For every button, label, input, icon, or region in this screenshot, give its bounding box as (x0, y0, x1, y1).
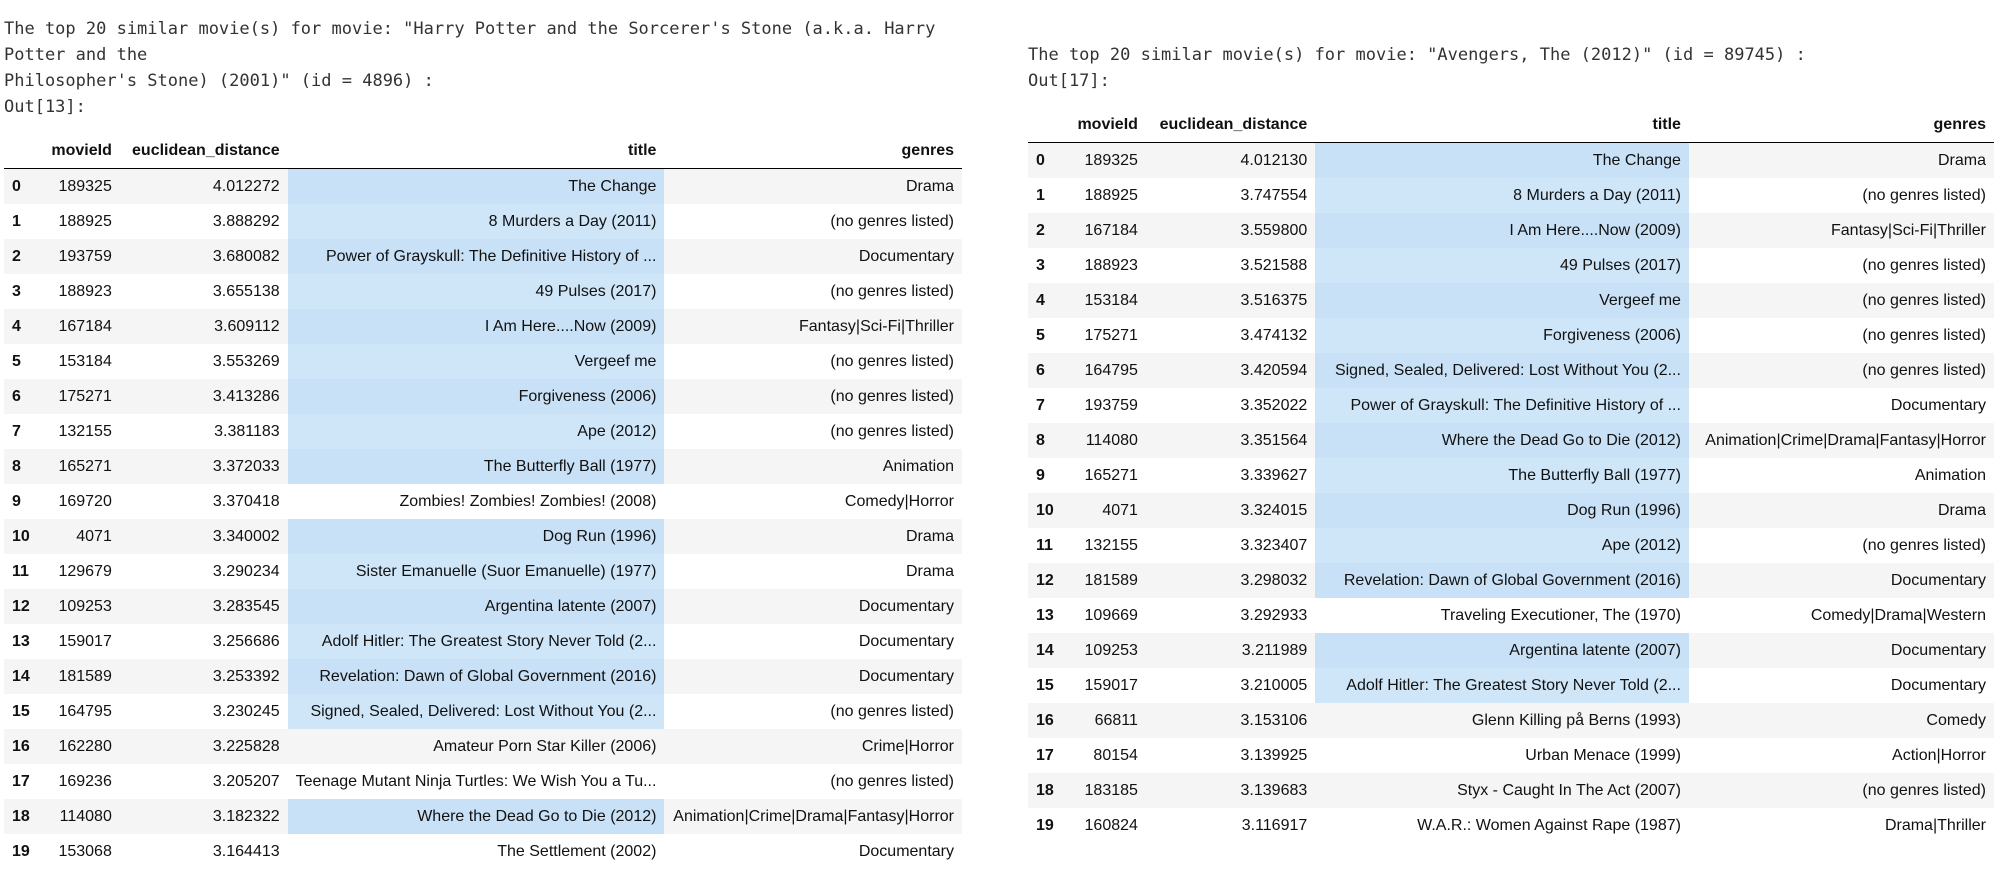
genres-cell: (no genres listed) (1689, 528, 1994, 563)
movieid-cell: 132155 (1062, 528, 1146, 563)
left-table-body (4, 169, 962, 869)
title-cell: Vergeef me (1315, 283, 1689, 318)
genres-cell: (no genres listed) (664, 764, 962, 799)
movieid-cell: 4071 (1062, 493, 1146, 528)
distance-cell: 3.323407 (1146, 528, 1315, 563)
title-cell: 8 Murders a Day (2011) (1315, 178, 1689, 213)
distance-cell: 3.370418 (120, 484, 288, 519)
row-index: 2 (1028, 213, 1062, 248)
genres-cell: (no genres listed) (1689, 773, 1994, 808)
distance-cell: 3.516375 (1146, 283, 1315, 318)
movieid-cell: 169720 (38, 484, 120, 519)
table-row (4, 449, 962, 484)
genres-cell: (no genres listed) (664, 204, 962, 239)
table-row (1028, 528, 1994, 563)
row-index: 19 (1028, 808, 1062, 843)
row-index: 1 (4, 204, 38, 239)
distance-cell: 3.340002 (120, 519, 288, 554)
movieid-cell: 164795 (1062, 353, 1146, 388)
table-row (1028, 808, 1994, 843)
movieid-cell: 153068 (38, 834, 120, 869)
left-results-table (4, 134, 962, 869)
table-row (4, 834, 962, 869)
genres-cell: (no genres listed) (1689, 178, 1994, 213)
title-cell: Forgiveness (2006) (1315, 318, 1689, 353)
title-cell: 49 Pulses (2017) (288, 274, 665, 309)
distance-cell: 3.420594 (1146, 353, 1315, 388)
left-output-header: The top 20 similar movie(s) for movie: "Harry Potter and the Sorcerer's Stone (a.k.a. Harry Potter and the Philosopher's Stone) (2001)" (id = 4896) : (4, 16, 964, 94)
row-index: 9 (1028, 458, 1062, 493)
movieid-cell: 188925 (1062, 178, 1146, 213)
table-row (1028, 563, 1994, 598)
distance-cell: 3.139925 (1146, 738, 1315, 773)
row-index: 13 (4, 624, 38, 659)
right-table-body (1028, 143, 1994, 844)
genres-cell: (no genres listed) (1689, 248, 1994, 283)
genres-cell: Drama (664, 169, 962, 205)
table-row (4, 624, 962, 659)
right-output-cell (1028, 42, 1996, 843)
genres-cell: Crime|Horror (664, 729, 962, 764)
distance-cell: 3.655138 (120, 274, 288, 309)
genres-cell: Drama (664, 554, 962, 589)
row-index: 9 (4, 484, 38, 519)
title-cell: W.A.R.: Women Against Rape (1987) (1315, 808, 1689, 843)
row-index: 10 (4, 519, 38, 554)
row-index: 2 (4, 239, 38, 274)
title-cell: Power of Grayskull: The Definitive History of ... (1315, 388, 1689, 423)
movieid-cell: 164795 (38, 694, 120, 729)
movieid-cell: 189325 (38, 169, 120, 205)
genres-cell: Documentary (1689, 668, 1994, 703)
row-index: 5 (4, 344, 38, 379)
row-index: 7 (4, 414, 38, 449)
column-header-genres[interactable]: genres (664, 134, 962, 169)
title-cell: Argentina latente (2007) (1315, 633, 1689, 668)
genres-cell: Comedy|Horror (664, 484, 962, 519)
movieid-cell: 181589 (38, 659, 120, 694)
title-cell: 8 Murders a Day (2011) (288, 204, 665, 239)
genres-cell: Documentary (1689, 633, 1994, 668)
row-index: 18 (4, 799, 38, 834)
movieid-cell: 159017 (38, 624, 120, 659)
distance-cell: 4.012272 (120, 169, 288, 205)
movieid-cell: 160824 (1062, 808, 1146, 843)
distance-cell: 3.351564 (1146, 423, 1315, 458)
row-index: 7 (1028, 388, 1062, 423)
title-cell: Ape (2012) (288, 414, 665, 449)
column-header-genres[interactable]: genres (1689, 108, 1994, 143)
table-row (4, 554, 962, 589)
table-row (4, 239, 962, 274)
table-row (1028, 423, 1994, 458)
column-header-index[interactable] (4, 134, 38, 169)
genres-cell: (no genres listed) (1689, 353, 1994, 388)
genres-cell: Comedy|Drama|Western (1689, 598, 1994, 633)
table-row (4, 484, 962, 519)
distance-cell: 3.521588 (1146, 248, 1315, 283)
table-row (4, 589, 962, 624)
distance-cell: 3.292933 (1146, 598, 1315, 633)
row-index: 19 (4, 834, 38, 869)
distance-cell: 3.747554 (1146, 178, 1315, 213)
row-index: 14 (4, 659, 38, 694)
title-cell: Ape (2012) (1315, 528, 1689, 563)
movieid-cell: 175271 (1062, 318, 1146, 353)
genres-cell: (no genres listed) (664, 379, 962, 414)
title-cell: The Change (1315, 143, 1689, 179)
distance-cell: 3.339627 (1146, 458, 1315, 493)
distance-cell: 3.474132 (1146, 318, 1315, 353)
genres-cell: (no genres listed) (664, 694, 962, 729)
table-row (1028, 668, 1994, 703)
genres-cell: Documentary (664, 834, 962, 869)
table-row (1028, 213, 1994, 248)
title-cell: Power of Grayskull: The Definitive History of ... (288, 239, 665, 274)
row-index: 13 (1028, 598, 1062, 633)
movieid-cell: 109669 (1062, 598, 1146, 633)
title-cell: Glenn Killing på Berns (1993) (1315, 703, 1689, 738)
movieid-cell: 188923 (38, 274, 120, 309)
right-output-header: The top 20 similar movie(s) for movie: "Avengers, The (2012)" (id = 89745) : (1028, 42, 1996, 68)
title-cell: Forgiveness (2006) (288, 379, 665, 414)
column-header-title[interactable]: title (288, 134, 665, 169)
movieid-cell: 169236 (38, 764, 120, 799)
title-cell: Styx - Caught In The Act (2007) (1315, 773, 1689, 808)
distance-cell: 4.012130 (1146, 143, 1315, 179)
title-cell: Adolf Hitler: The Greatest Story Never Told (2... (288, 624, 665, 659)
table-row (1028, 633, 1994, 668)
title-cell: The Butterfly Ball (1977) (288, 449, 665, 484)
row-index: 0 (1028, 143, 1062, 179)
genres-cell: Documentary (664, 589, 962, 624)
movieid-cell: 181589 (1062, 563, 1146, 598)
movieid-cell: 189325 (1062, 143, 1146, 179)
table-row (4, 764, 962, 799)
row-index: 4 (4, 309, 38, 344)
title-cell: Argentina latente (2007) (288, 589, 665, 624)
distance-cell: 3.256686 (120, 624, 288, 659)
distance-cell: 3.559800 (1146, 213, 1315, 248)
genres-cell: Documentary (1689, 388, 1994, 423)
distance-cell: 3.680082 (120, 239, 288, 274)
genres-cell: Comedy (1689, 703, 1994, 738)
distance-cell: 3.888292 (120, 204, 288, 239)
genres-cell: Documentary (664, 624, 962, 659)
genres-cell: Animation|Crime|Drama|Fantasy|Horror (1689, 423, 1994, 458)
distance-cell: 3.210005 (1146, 668, 1315, 703)
column-header-index[interactable] (1028, 108, 1062, 143)
title-cell: Traveling Executioner, The (1970) (1315, 598, 1689, 633)
row-index: 1 (1028, 178, 1062, 213)
right-out-prompt: Out[17]: (1028, 68, 1996, 94)
genres-cell: Animation|Crime|Drama|Fantasy|Horror (664, 799, 962, 834)
genres-cell: Documentary (664, 239, 962, 274)
genres-cell: Drama (664, 519, 962, 554)
movieid-cell: 4071 (38, 519, 120, 554)
table-row (1028, 178, 1994, 213)
table-row (1028, 703, 1994, 738)
row-index: 18 (1028, 773, 1062, 808)
table-row (4, 519, 962, 554)
movieid-cell: 183185 (1062, 773, 1146, 808)
row-index: 8 (1028, 423, 1062, 458)
title-cell: Amateur Porn Star Killer (2006) (288, 729, 665, 764)
movieid-cell: 165271 (38, 449, 120, 484)
row-index: 5 (1028, 318, 1062, 353)
title-cell: I Am Here....Now (2009) (1315, 213, 1689, 248)
genres-cell: (no genres listed) (664, 344, 962, 379)
title-cell: The Butterfly Ball (1977) (1315, 458, 1689, 493)
title-cell: Sister Emanuelle (Suor Emanuelle) (1977) (288, 554, 665, 589)
distance-cell: 3.230245 (120, 694, 288, 729)
title-cell: Vergeef me (288, 344, 665, 379)
title-cell: Signed, Sealed, Delivered: Lost Without You (2... (1315, 353, 1689, 388)
distance-cell: 3.211989 (1146, 633, 1315, 668)
distance-cell: 3.253392 (120, 659, 288, 694)
row-index: 12 (4, 589, 38, 624)
table-row (1028, 318, 1994, 353)
table-row (1028, 388, 1994, 423)
movieid-cell: 80154 (1062, 738, 1146, 773)
movieid-cell: 129679 (38, 554, 120, 589)
table-row (4, 729, 962, 764)
distance-cell: 3.225828 (120, 729, 288, 764)
movieid-cell: 165271 (1062, 458, 1146, 493)
genres-cell: (no genres listed) (664, 274, 962, 309)
distance-cell: 3.116917 (1146, 808, 1315, 843)
distance-cell: 3.205207 (120, 764, 288, 799)
right-table-header (1028, 108, 1994, 143)
movieid-cell: 193759 (38, 239, 120, 274)
left-out-prompt: Out[13]: (4, 94, 964, 120)
title-cell: Revelation: Dawn of Global Government (2016) (288, 659, 665, 694)
row-index: 12 (1028, 563, 1062, 598)
distance-cell: 3.298032 (1146, 563, 1315, 598)
genres-cell: Animation (1689, 458, 1994, 493)
movieid-cell: 132155 (38, 414, 120, 449)
table-row (1028, 598, 1994, 633)
row-index: 11 (4, 554, 38, 589)
right-results-table (1028, 108, 1994, 843)
row-index: 8 (4, 449, 38, 484)
movieid-cell: 153184 (38, 344, 120, 379)
table-row (1028, 738, 1994, 773)
table-row (1028, 493, 1994, 528)
movieid-cell: 114080 (1062, 423, 1146, 458)
movieid-cell: 162280 (38, 729, 120, 764)
row-index: 6 (1028, 353, 1062, 388)
table-row (4, 694, 962, 729)
row-index: 10 (1028, 493, 1062, 528)
row-index: 16 (1028, 703, 1062, 738)
table-row (4, 799, 962, 834)
distance-cell: 3.381183 (120, 414, 288, 449)
row-index: 3 (4, 274, 38, 309)
table-row (4, 344, 962, 379)
genres-cell: Fantasy|Sci-Fi|Thriller (664, 309, 962, 344)
movieid-cell: 193759 (1062, 388, 1146, 423)
title-cell: Urban Menace (1999) (1315, 738, 1689, 773)
row-index: 11 (1028, 528, 1062, 563)
row-index: 16 (4, 729, 38, 764)
movieid-cell: 175271 (38, 379, 120, 414)
title-cell: Revelation: Dawn of Global Government (2016) (1315, 563, 1689, 598)
column-header-movieid[interactable]: movieId (38, 134, 120, 169)
row-index: 17 (4, 764, 38, 799)
genres-cell: Drama (1689, 143, 1994, 179)
table-row (4, 414, 962, 449)
row-index: 0 (4, 169, 38, 205)
row-index: 4 (1028, 283, 1062, 318)
column-header-euclidean-distance[interactable]: euclidean_distance (120, 134, 288, 169)
column-header-title[interactable]: title (1315, 108, 1689, 143)
genres-cell: Fantasy|Sci-Fi|Thriller (1689, 213, 1994, 248)
genres-cell: Drama (1689, 493, 1994, 528)
title-cell: The Change (288, 169, 665, 205)
movieid-cell: 109253 (1062, 633, 1146, 668)
left-table-header (4, 134, 962, 169)
table-row (4, 204, 962, 239)
distance-cell: 3.182322 (120, 799, 288, 834)
row-index: 17 (1028, 738, 1062, 773)
table-row (1028, 773, 1994, 808)
distance-cell: 3.553269 (120, 344, 288, 379)
title-cell: Signed, Sealed, Delivered: Lost Without You (2... (288, 694, 665, 729)
table-row (4, 169, 962, 205)
movieid-cell: 159017 (1062, 668, 1146, 703)
title-cell: Dog Run (1996) (1315, 493, 1689, 528)
movieid-cell: 188923 (1062, 248, 1146, 283)
genres-cell: Animation (664, 449, 962, 484)
distance-cell: 3.164413 (120, 834, 288, 869)
distance-cell: 3.372033 (120, 449, 288, 484)
row-index: 15 (1028, 668, 1062, 703)
distance-cell: 3.283545 (120, 589, 288, 624)
table-row (1028, 143, 1994, 179)
title-cell: Adolf Hitler: The Greatest Story Never Told (2... (1315, 668, 1689, 703)
movieid-cell: 109253 (38, 589, 120, 624)
table-row (1028, 458, 1994, 493)
title-cell: I Am Here....Now (2009) (288, 309, 665, 344)
title-cell: 49 Pulses (2017) (1315, 248, 1689, 283)
title-cell: Dog Run (1996) (288, 519, 665, 554)
left-output-cell (4, 16, 964, 869)
genres-cell: Drama|Thriller (1689, 808, 1994, 843)
title-cell: Where the Dead Go to Die (2012) (1315, 423, 1689, 458)
title-cell: The Settlement (2002) (288, 834, 665, 869)
table-row (1028, 283, 1994, 318)
table-row (4, 659, 962, 694)
table-row (1028, 248, 1994, 283)
movieid-cell: 114080 (38, 799, 120, 834)
distance-cell: 3.352022 (1146, 388, 1315, 423)
distance-cell: 3.139683 (1146, 773, 1315, 808)
column-header-movieid[interactable]: movieId (1062, 108, 1146, 143)
genres-cell: Action|Horror (1689, 738, 1994, 773)
row-index: 14 (1028, 633, 1062, 668)
row-index: 3 (1028, 248, 1062, 283)
title-cell: Zombies! Zombies! Zombies! (2008) (288, 484, 665, 519)
column-header-euclidean-distance[interactable]: euclidean_distance (1146, 108, 1315, 143)
distance-cell: 3.290234 (120, 554, 288, 589)
distance-cell: 3.153106 (1146, 703, 1315, 738)
movieid-cell: 167184 (38, 309, 120, 344)
table-row (1028, 353, 1994, 388)
movieid-cell: 66811 (1062, 703, 1146, 738)
genres-cell: Documentary (1689, 563, 1994, 598)
table-row (4, 309, 962, 344)
distance-cell: 3.609112 (120, 309, 288, 344)
movieid-cell: 167184 (1062, 213, 1146, 248)
genres-cell: (no genres listed) (1689, 283, 1994, 318)
movieid-cell: 188925 (38, 204, 120, 239)
row-index: 6 (4, 379, 38, 414)
table-row (4, 379, 962, 414)
genres-cell: Documentary (664, 659, 962, 694)
table-row (4, 274, 962, 309)
distance-cell: 3.413286 (120, 379, 288, 414)
genres-cell: (no genres listed) (1689, 318, 1994, 353)
title-cell: Teenage Mutant Ninja Turtles: We Wish You a Tu... (288, 764, 665, 799)
movieid-cell: 153184 (1062, 283, 1146, 318)
genres-cell: (no genres listed) (664, 414, 962, 449)
distance-cell: 3.324015 (1146, 493, 1315, 528)
title-cell: Where the Dead Go to Die (2012) (288, 799, 665, 834)
row-index: 15 (4, 694, 38, 729)
